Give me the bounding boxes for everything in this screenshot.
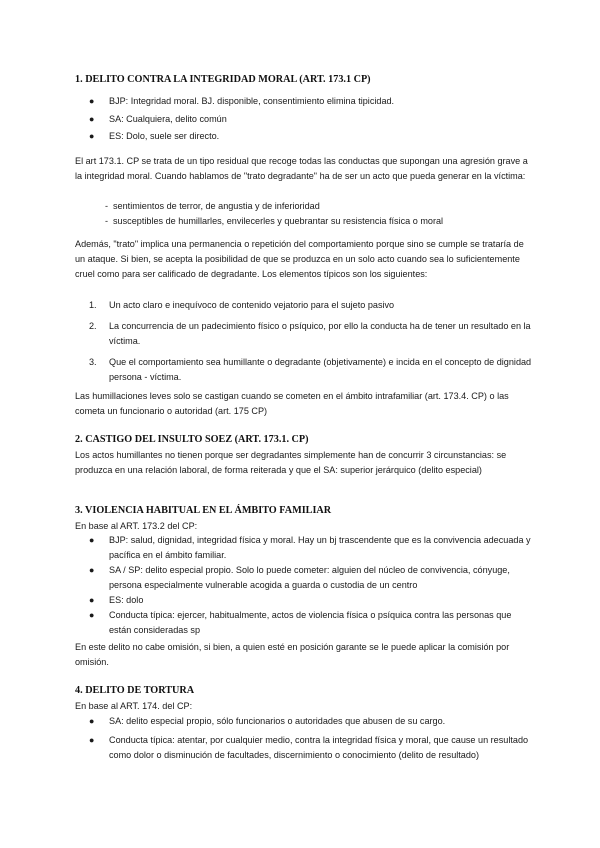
section-1-heading: 1. DELITO CONTRA LA INTEGRIDAD MORAL (ART. 173.1 CP) (75, 74, 371, 85)
section-4-intro: En base al ART. 174. del CP: (75, 701, 193, 711)
section-1-paragraph-1: El art 173.1. CP se trata de un tipo residual que recoge todas las conductas que supongan una agresión grave a la integridad moral. Cuando hablamos de "trato degradante" ha de ser un acto que pueda generar en la víctima: (75, 156, 528, 181)
list-item: ● Conducta típica: ejercer, habitualmente, actos de violencia física o psíquica contra las personas que están consideradas sp (89, 610, 512, 635)
section-4-bullet-list (75, 714, 535, 763)
list-item: 1. Un acto claro e inequívoco de contenido vejatorio para el sujeto pasivo (75, 298, 535, 313)
list-item: ● BJP: salud, dignidad, integridad física y moral. Hay un bj trascendente que es la convivencia adecuada y pacífica en el ámbito familiar. (89, 535, 531, 560)
bullet-icon: ● (89, 610, 95, 620)
list-item: ● SA / SP: delito especial propio. Solo lo puede cometer: alguien del núcleo de convivencia, cónyuge, persona especialmente vulnerable acogida a guarda o custodia de un centro (89, 565, 510, 590)
bullet-icon: ● (89, 96, 95, 106)
bullet-icon: ● (89, 565, 95, 575)
list-item: ● SA: Cualquiera, delito común (75, 111, 535, 129)
list-item: - sentimientos de terror, de angustia y de inferioridad (105, 199, 535, 214)
section-4-heading: 4. DELITO DE TORTURA (75, 685, 195, 696)
section-3-paragraph: En este delito no cabe omisión, si bien, a quien esté en posición garante se le puede aplicar la comisión por omisión. (75, 642, 510, 667)
list-item: ● SA: delito especial propio, sólo funcionarios o autoridades que abusen de su cargo. (75, 714, 535, 729)
section-1-paragraph-2: Además, "trato" implica una permanencia o repetición del comportamiento porque sino se cumple se trataría de un ataque. Si bien, se acepta la posibilidad de que se produzca en un solo acto cuando sea lo suficientemente cruel como para ser calificado de degradante. Los elementos típicos son los siguientes: (75, 239, 524, 279)
section-3-intro: En base al ART. 173.2 del CP: (75, 521, 198, 531)
section-2-paragraph: Los actos humillantes no tienen porque ser degradantes simplemente han de concurrir 3 circunstancias: se produzca en una relación laboral, de forma reiterada y que el SA: superior jerárquico (delito especial) (75, 450, 507, 475)
bullet-icon: ● (89, 535, 95, 545)
list-number: 3. (89, 357, 97, 367)
list-item: ● Conducta típica: atentar, por cualquier medio, contra la integridad física y moral, que cause un resultado como dolor o disminución de facultades, discernimiento o conocimiento (delito de resultado) (89, 735, 529, 760)
list-item: ● ES: dolo (75, 593, 535, 608)
list-item: 3. Que el comportamiento sea humillante o degradante (objetivamente) e incida en el concepto de dignidad persona - víctima. (89, 357, 532, 382)
list-number: 2. (89, 321, 97, 331)
section-1-dash-list (105, 199, 535, 229)
bullet-icon: ● (89, 735, 95, 745)
dash-icon: - (105, 201, 109, 211)
section-1-bullet-list (75, 93, 535, 146)
section-2-heading: 2. CASTIGO DEL INSULTO SOEZ (ART. 173.1. CP) (75, 434, 309, 445)
section-1-paragraph-3: Las humillaciones leves solo se castigan cuando se cometen en el ámbito intrafamiliar (art. 173.4. CP) o las cometa un funcionario o autoridad (art. 175 CP) (75, 391, 509, 416)
bullet-icon: ● (89, 113, 95, 124)
section-1-numbered-list (75, 298, 535, 385)
list-number: 1. (89, 300, 97, 310)
list-item: 2. La concurrencia de un padecimiento físico o psíquico, por ello la conducta ha de tener un resultado en la víctima. (89, 321, 531, 346)
bullet-icon: ● (89, 716, 95, 726)
dash-icon: - (105, 216, 109, 226)
section-3-bullet-list (75, 533, 535, 638)
bullet-icon: ● (89, 131, 95, 141)
list-item: ● BJP: Integridad moral. BJ. disponible, consentimiento elimina tipicidad. (75, 93, 535, 111)
list-item: ● ES: Dolo, suele ser directo. (75, 128, 535, 146)
section-3-heading: 3. VIOLENCIA HABITUAL EN EL ÁMBITO FAMILIAR (75, 505, 332, 516)
list-item: - susceptibles de humillarles, envilecerles y quebrantar su resistencia física o moral (105, 214, 535, 229)
bullet-icon: ● (89, 595, 95, 605)
